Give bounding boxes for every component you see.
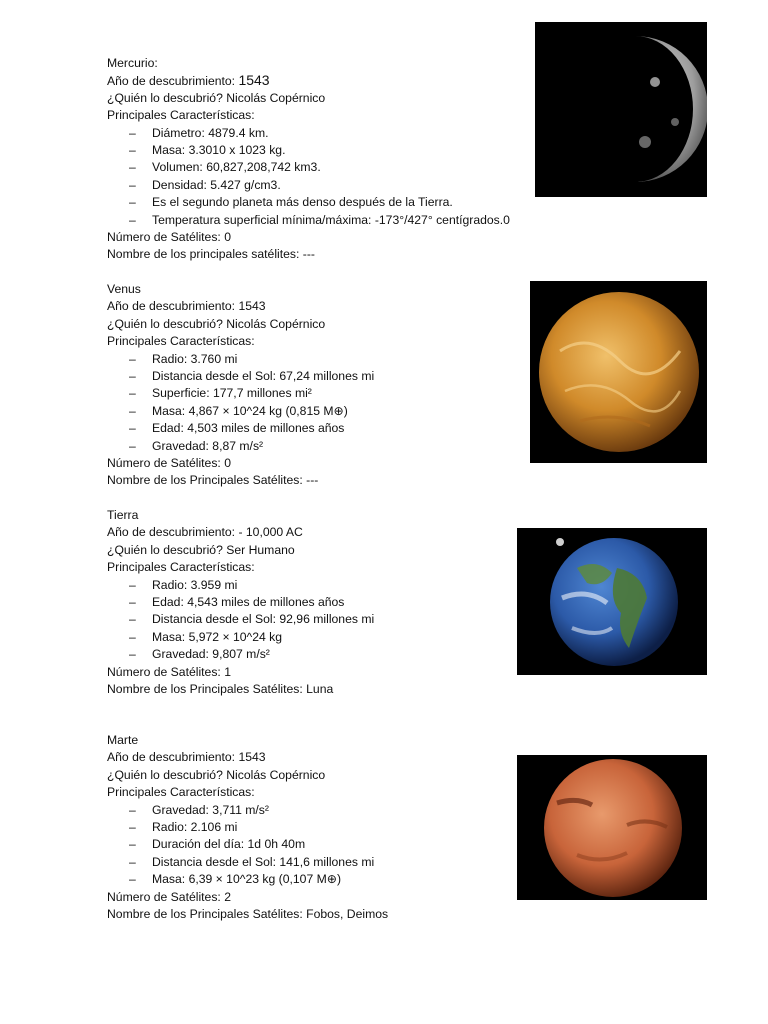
feature-item: – Masa: 6,39 × 10^23 kg (0,107 M⊕) [129,872,342,887]
planet-title: Marte [107,733,139,747]
satellite-names: Nombre de los Principales Satélites: Luna [107,681,334,696]
feature-item: – Gravedad: 3,711 m/s² [129,802,269,817]
feature-item: – Masa: 3.3010 x 1023 kg. [129,142,286,157]
feature-item: – Gravedad: 9,807 m/s² [129,647,270,662]
satellite-names: Nombre de los Principales Satélites: Fobos, Deimos [107,906,389,921]
feature-item: – Temperatura superficial mínima/máxima: -173°/427° centígrados.0 [129,212,510,227]
planet-title: Tierra [107,508,139,522]
mercury-planet-graphic [535,22,707,197]
earth-image [517,528,707,675]
discovery-line: Año de descubrimiento: 1543 [107,299,266,314]
satellite-count: Número de Satélites: 1 [107,664,231,679]
satellite-count: Número de Satélites: 2 [107,889,231,904]
feature-item: – Distancia desde el Sol: 67,24 millones mi [129,368,375,383]
feature-item: – Edad: 4,503 miles de millones años [129,421,345,436]
features-heading: Principales Características: [107,108,255,123]
features-heading: Principales Características: [107,785,255,800]
feature-item: – Duración del día: 1d 0h 40m [129,837,306,852]
venus-image [530,281,707,463]
discovery-year: - 10,000 AC [238,525,303,540]
feature-item: – Densidad: 5.427 g/cm3. [129,177,281,192]
feature-item: – Radio: 3.959 mi [129,577,238,592]
planet-section-venus [107,281,527,490]
feature-item: – Superficie: 177,7 millones mi² [129,386,312,401]
discovery-year: 1543 [238,299,266,314]
satellite-names: Nombre de los Principales Satélites: --- [107,473,319,488]
discovery-line: Año de descubrimiento: 1543 [107,72,270,89]
feature-item: – Distancia desde el Sol: 141,6 millones mi [129,854,375,869]
features-heading: Principales Características: [107,560,255,575]
feature-item: – Masa: 5,972 × 10^24 kg [129,629,283,644]
planet-title: Mercurio: [107,56,158,70]
planet-section-marte [107,732,527,923]
planet-title: Venus [107,282,141,296]
discovery-year: 1543 [238,750,266,765]
discovery-year: 1543 [238,72,270,89]
feature-item: – Es el segundo planeta más denso después de la Tierra. [129,195,453,210]
discovery-line: Año de descubrimiento: - 10,000 AC [107,525,303,540]
planet-section-mercurio [107,55,527,264]
satellite-count: Número de Satélites: 0 [107,229,231,244]
mars-image [517,755,707,900]
feature-item: – Gravedad: 8,87 m/s² [129,438,264,453]
discoverer-line: ¿Quién lo descubrió? Nicolás Copérnico [107,767,326,782]
feature-item: – Masa: 4,867 × 10^24 kg (0,815 M⊕) [129,403,348,418]
mercury-image [535,22,707,197]
earth-planet-graphic [517,528,707,675]
feature-item: – Distancia desde el Sol: 92,96 millones mi [129,612,375,627]
satellite-names: Nombre de los principales satélites: --- [107,247,315,262]
satellite-count: Número de Satélites: 0 [107,455,231,470]
feature-item: – Diámetro: 4879.4 km. [129,125,269,140]
discovery-line: Año de descubrimiento: 1543 [107,750,266,765]
discoverer-line: ¿Quién lo descubrió? Nicolás Copérnico [107,90,326,105]
feature-item: – Edad: 4,543 miles de millones años [129,594,345,609]
feature-item: – Radio: 2.106 mi [129,819,238,834]
features-heading: Principales Características: [107,334,255,349]
feature-item: – Radio: 3.760 mi [129,351,238,366]
venus-planet-graphic [530,281,707,463]
mars-planet-graphic [517,755,707,900]
feature-item: – Volumen: 60,827,208,742 km3. [129,160,321,175]
planet-section-tierra [107,507,527,698]
discoverer-line: ¿Quién lo descubrió? Nicolás Copérnico [107,316,326,331]
discoverer-line: ¿Quién lo descubrió? Ser Humano [107,542,295,557]
